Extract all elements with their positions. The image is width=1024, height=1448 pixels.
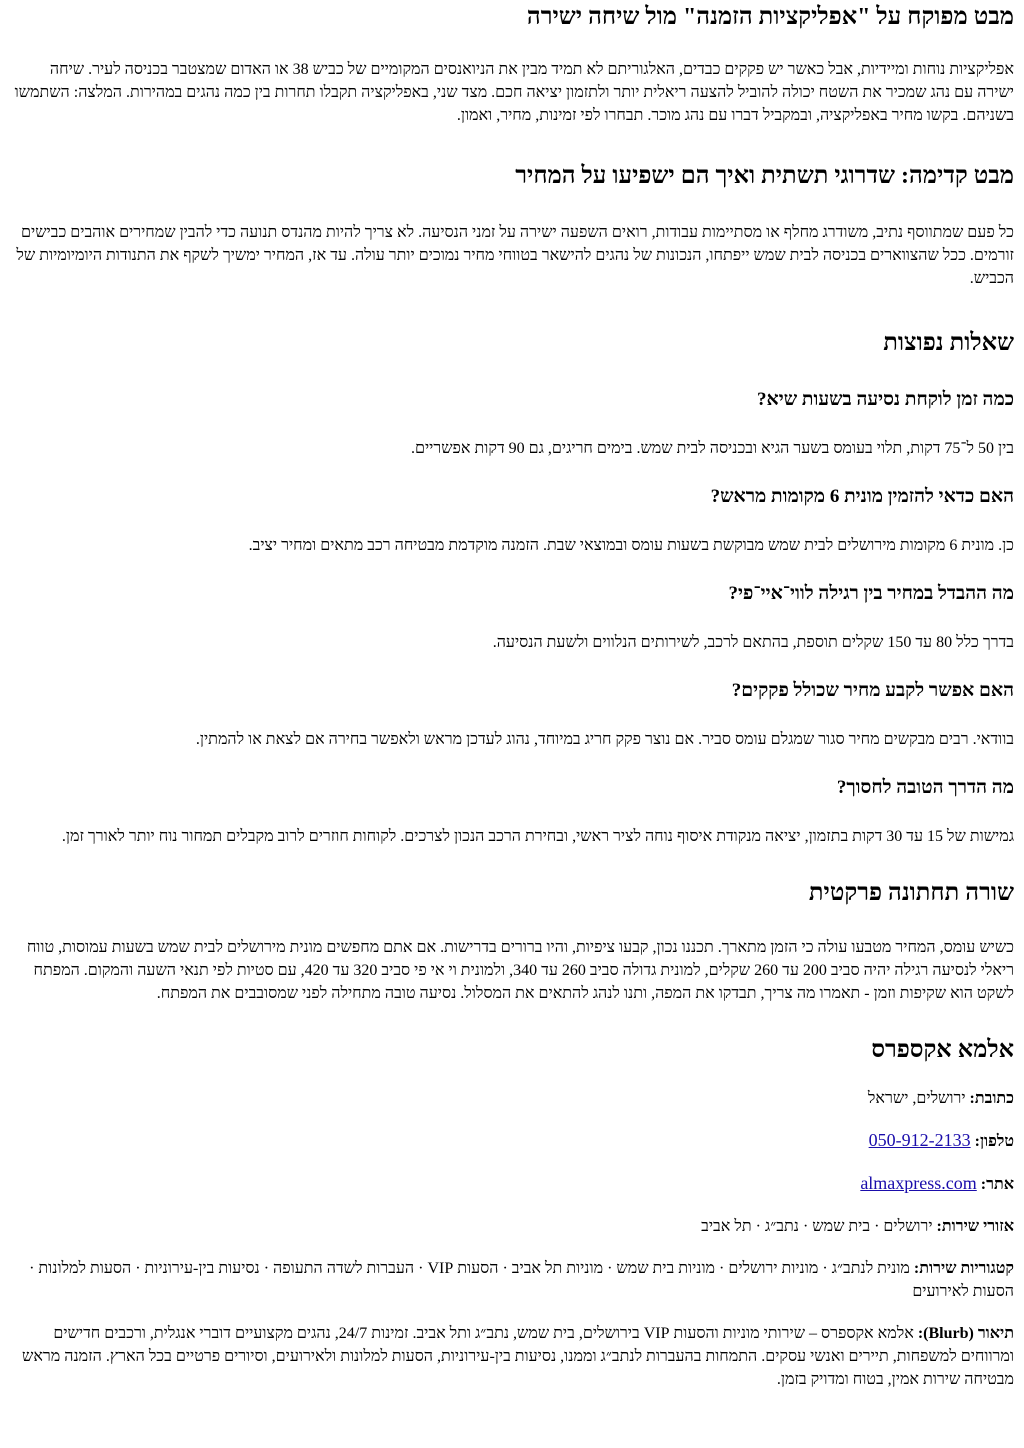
blurb-label: תיאור (Blurb): [917, 1325, 1014, 1342]
faq-answer-4: בוודאי. רבים מבקשים מחיר סגור שמגלם עומס סביר. אם נוצר פקק חריג במיוחד, נהוג לעדכן מראש ולאפשר בחירה אם לצאת או להמתין. [195, 731, 1014, 748]
section-title-apps-vs-call: מבט מפוקח על "אפליקציות הזמנה" מול שיחה ישירה [526, 4, 1014, 30]
areas-label: אזורי שירות: [936, 1218, 1014, 1235]
website-link[interactable]: almaxpress.com [860, 1173, 977, 1193]
faq-question-1: כמה זמן לוקחת נסיעה בשעות שיא? [757, 389, 1014, 410]
bottom-line-body: כשיש עומס, המחיר מטבעו עולה כי הזמן מתארך. תכננו נכון, קבעו ציפיות, והיו ברורים בדרישות. אם אתם מחפשים מונית מירושלים לבית שמש בשעות עמוסות, טווח ריאלי לנסיעה רגילה יהיה סביב 200 עד 260 שקלים, למונית גדולה סביב 260 עד 340, ולמונית וי אי פי סביב 320 עד 420, עם סטיות לפי תנאי השעה והמקום. המפתח לשקט הוא שקיפות וזמן - תאמרו מה צריך, תבדקו את המפה, ותנו לנהג להתאים את המסלול. נסיעה טובה מתחילה לפני שמסובבים את המפתח. [26, 939, 1014, 1002]
phone-link[interactable]: 050-912-2133 [868, 1130, 971, 1150]
business-blurb-row [12, 1322, 1014, 1391]
faq-answer-1: בין 50 ל־75 דקות, תלוי בעומס בשער הגיא ובכניסה לבית שמש. בימים חריגים, גם 90 דקות אפשריים. [410, 440, 1014, 457]
faq-answer-5: גמישות של 15 עד 30 דקות בתזמון, יציאה מנקודת איסוף נוחה לציר ראשי, ובחירת הרכב הנכון לצרכים. לקוחות חוזרים לרוב מקבלים תמחור נוח יותר לאורך זמן. [61, 828, 1014, 845]
business-phone-row [12, 1129, 1014, 1153]
business-areas-row [12, 1215, 1014, 1238]
phone-label: טלפון: [974, 1133, 1014, 1150]
section-body-apps-vs-call: אפליקציות נוחות ומיידיות, אבל כאשר יש פקקים כבדים, האלגוריתם לא תמיד מבין את הניואנסים המקומיים של כביש 38 או האדום שמצטבר בכניסה לעיר. שיחה ישירה עם נהג שמכיר את השטח יכולה להוביל להצעה ריאלית יותר ולתזמון יציאה חכם. מצד שני, באפליקציה תקבלו תחרות בין כמה נהגים במהירות. המלצה: השתמשו בשניהם. בקשו מחיר באפליקציה, ובמקביל דברו עם נהג מוכר. תבחרו לפי זמינות, מחיר, ואמון. [14, 61, 1014, 124]
faq-title: שאלות נפוצות [883, 330, 1014, 356]
faq-question-4: האם אפשר לקבע מחיר שכולל פקקים? [731, 680, 1014, 701]
blurb-value: אלמא אקספרס – שירותי מוניות והסעות VIP בירושלים, בית שמש, נתב״ג ותל אביב. זמינות 24/7, נהגים מקצועיים דוברי אנגלית, ורכבים חדישים ומרווחים למשפחות, תיירים ואנשי עסקים. התמחות בהעברות לנתב״ג וממנו, נסיעות בין-עירוניות, הסעות למלונות ולאירועים, וסיורים פרטיים בכל הארץ. הזמנה מראש מבטיחה שירות אמין, בטוח ומדויק בזמן. [21, 1325, 1014, 1388]
address-label: כתובת: [969, 1090, 1014, 1107]
address-value: ירושלים, ישראל [867, 1090, 966, 1107]
business-address-row [12, 1087, 1014, 1110]
faq-question-2: האם כדאי להזמין מונית 6 מקומות מראש? [710, 486, 1014, 507]
website-label: אתר: [980, 1176, 1014, 1193]
areas-value: ירושלים · בית שמש · נתב״ג · תל אביב [701, 1218, 933, 1235]
faq-question-5: מה הדרך הטובה לחסוך? [836, 777, 1014, 798]
faq-question-3: מה ההבדל במחיר בין רגילה לווי־איי־פי? [728, 583, 1014, 604]
categories-label: קטגוריות שירות: [913, 1260, 1014, 1277]
section-title-infrastructure: מבט קדימה: שדרוגי תשתית ואיך הם ישפיעו על המחיר [515, 163, 1014, 189]
categories-value: מונית לנתב״ג · מוניות ירושלים · מוניות בית שמש · מוניות תל אביב · הסעות VIP · העברות לשדה התעופה · נסיעות בין-עירוניות · הסעות למלונות · הסעות לאירועים [29, 1260, 1014, 1300]
bottom-line-title: שורה תחתונה פרקטית [808, 880, 1014, 906]
business-info [12, 1087, 1014, 1391]
business-name: אלמא אקספרס [871, 1037, 1014, 1063]
section-body-infrastructure: כל פעם שמתווסף נתיב, משודרג מחלף או מסתיימות עבודות, רואים השפעה ישירה על זמני הנסיעה. לא צריך להיות מהנדס תנועה כדי להבין שמחירים אוהבים כבישים זורמים. ככל שהצווארים בכניסה לבית שמש ייפתחו, הנכונות של נהגים להישאר בטווחי מחיר נמוכים יותר עולה. עד אז, המחיר ימשיך לשקף את התנודות היומיומיות של הכביש. [16, 224, 1014, 287]
business-categories-row [12, 1257, 1014, 1303]
faq-answer-2: כן. מונית 6 מקומות מירושלים לבית שמש מבוקשת בשעות עומס ובמוצאי שבת. הזמנה מוקדמת מבטיחה רכב מתאים ומחיר יציב. [248, 537, 1014, 554]
business-website-row [12, 1172, 1014, 1196]
faq-answer-3: בדרך כלל 80 עד 150 שקלים תוספת, בהתאם לרכב, לשירותים הנלווים ולשעת הנסיעה. [492, 634, 1014, 651]
